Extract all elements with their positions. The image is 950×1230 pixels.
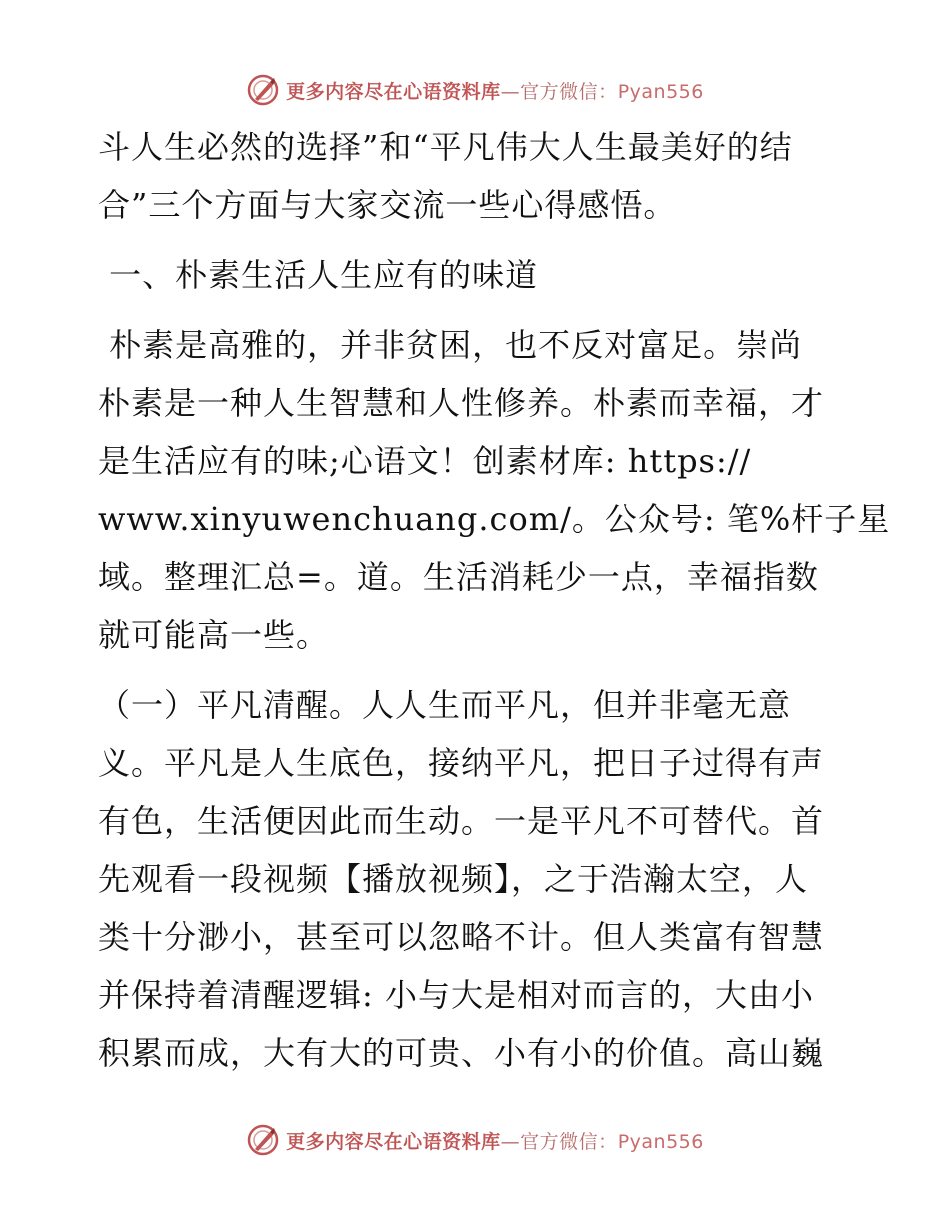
paragraph-ordinary	[98, 676, 858, 1082]
text-line: www.xinyuwenchuang.com/。公众号: 笔%杆子星	[98, 500, 891, 538]
text-line: 类十分渺小，甚至可以忽略不计。但人类富有智慧	[98, 918, 825, 956]
paragraph-simplicity	[98, 316, 891, 664]
text-line: 并保持着清醒逻辑: 小与大是相对而言的，大由小	[98, 976, 814, 1014]
text-line: （一）平凡清醒。人人生而平凡，但并非毫无意	[98, 686, 792, 724]
watermark-wechat-id: Pyan556	[617, 80, 704, 103]
quill-pen-logo-icon	[246, 1123, 280, 1157]
text-line: 域。整理汇总=。道。生活消耗少一点，幸福指数	[98, 558, 819, 596]
text-line: 义。平凡是人生底色，接纳平凡，把日子过得有声	[98, 744, 825, 782]
text-line: 朴素是高雅的，并非贫困，也不反对富足。崇尚	[98, 326, 803, 364]
watermark-wechat-id: Pyan556	[617, 1130, 704, 1153]
watermark-text	[286, 77, 704, 104]
quill-pen-logo-icon	[246, 73, 280, 107]
text-line: 积累而成，大有大的可贵、小有小的价值。高山巍	[98, 1034, 825, 1072]
watermark-dash: —	[500, 80, 521, 103]
watermark-text	[286, 1127, 704, 1154]
watermark-wechat-label: 官方微信：	[520, 80, 618, 103]
watermark-wechat-label: 官方微信：	[520, 1130, 618, 1153]
text-line: 是生活应有的味;心语文！创素材库: https://	[98, 442, 752, 480]
watermark-dash: —	[500, 1130, 521, 1153]
text-line: 先观看一段视频【播放视频】，之于浩瀚太空，人	[98, 860, 809, 898]
section-heading	[98, 246, 858, 304]
text-line: 有色，生活便因此而生动。一是平凡不可替代。首	[98, 802, 825, 840]
text-line: 就可能高一些。	[98, 616, 330, 654]
watermark-site-text: 更多内容尽在心语资料库	[286, 1130, 501, 1153]
watermark-site-text: 更多内容尽在心语资料库	[286, 80, 501, 103]
watermark-header	[0, 72, 950, 108]
heading-text: 一、朴素生活人生应有的味道	[98, 256, 539, 294]
text-line: 合”三个方面与大家交流一些心得感悟。	[98, 186, 677, 224]
paragraph-intro	[98, 118, 858, 234]
text-line: 朴素是一种人生智慧和人性修养。朴素而幸福，才	[98, 384, 825, 422]
watermark-footer	[0, 1122, 950, 1158]
document-body	[98, 118, 891, 1082]
text-line: 斗人生必然的选择”和“平凡伟大人生最美好的结	[98, 128, 793, 166]
